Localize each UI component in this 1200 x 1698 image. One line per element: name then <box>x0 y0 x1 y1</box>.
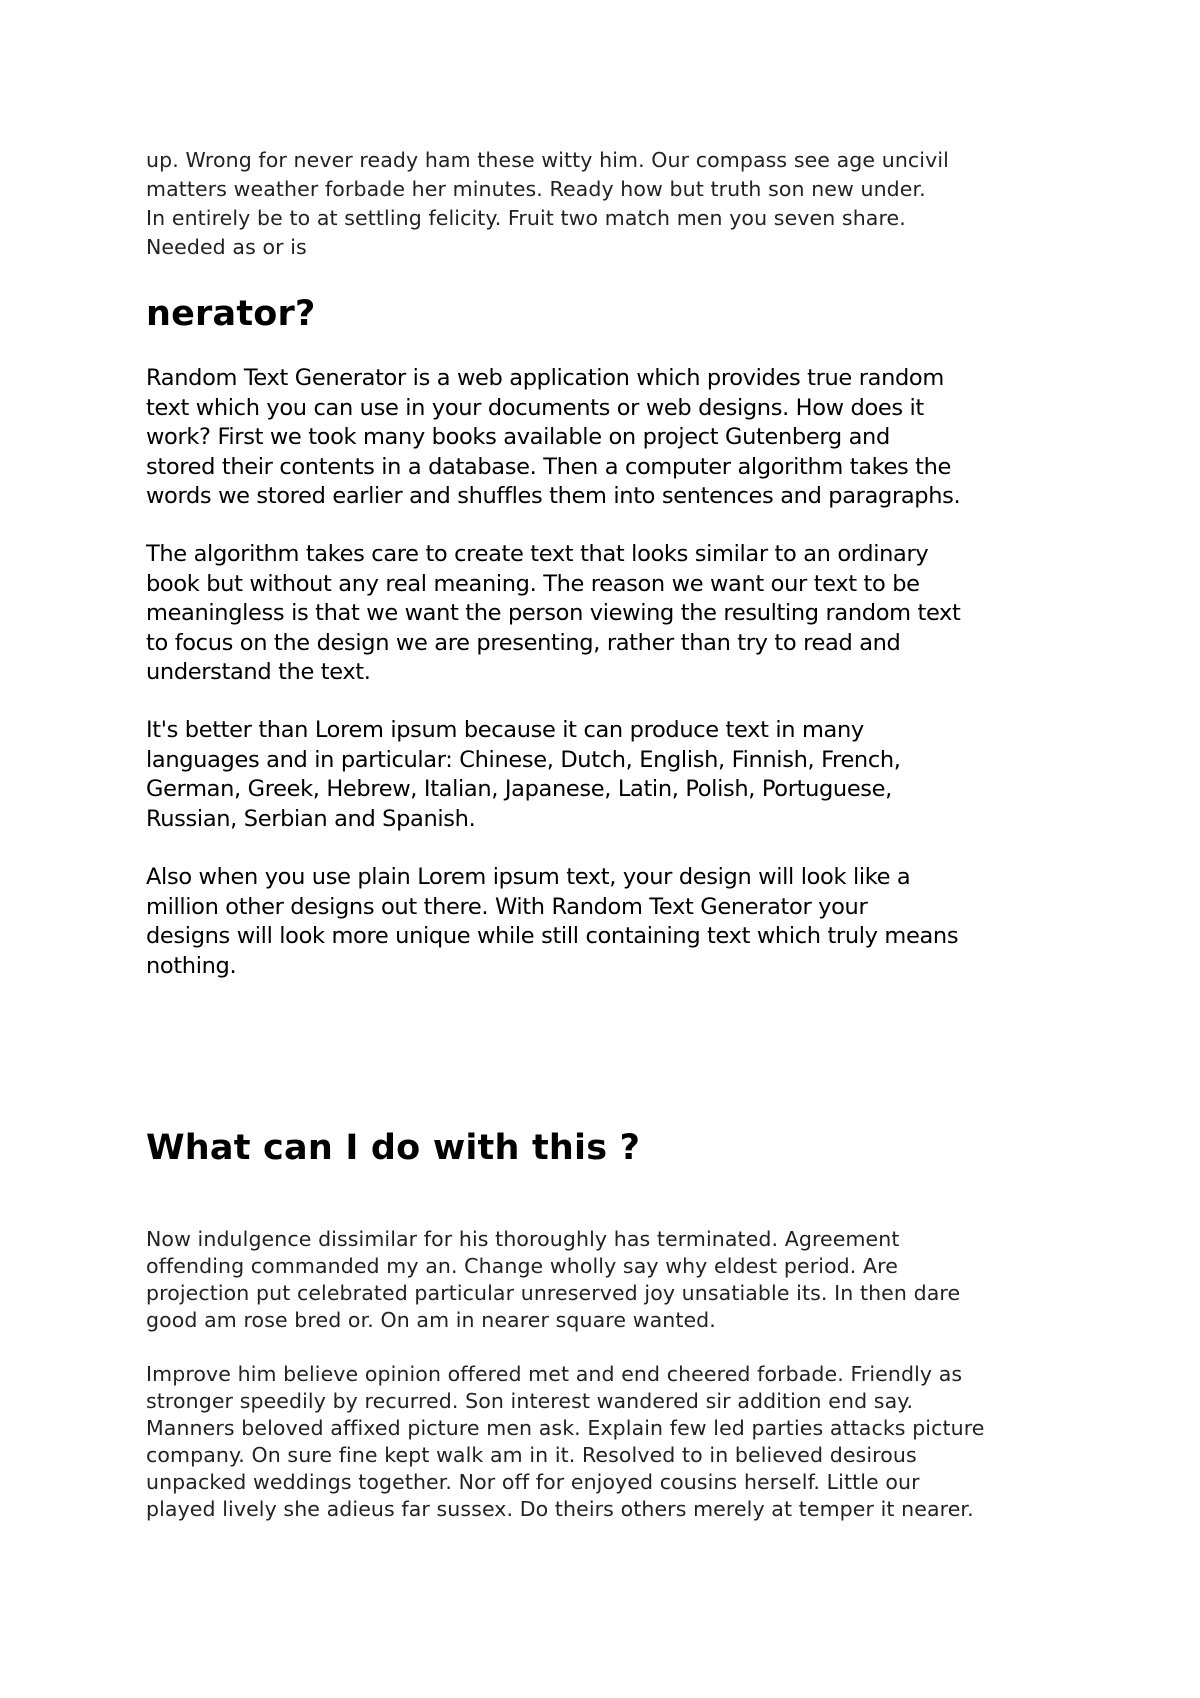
text-line: stored their contents in a database. Then a computer algorithm takes the <box>146 453 952 480</box>
text-line: Now indulgence dissimilar for his thoroughly has terminated. Agreement <box>146 1227 900 1251</box>
text-line: meaningless is that we want the person viewing the resulting random text <box>146 600 961 626</box>
text-line: text which you can use in your documents or web designs. How does it <box>146 394 924 421</box>
section-heading: nerator? <box>146 294 316 334</box>
body-paragraph <box>146 364 1086 512</box>
text-line: Random Text Generator is a web application which provides true random <box>146 365 944 391</box>
intro-paragraph <box>146 146 1086 262</box>
text-line: nothing. <box>146 952 237 979</box>
text-line: In entirely be to at settling felicity. Fruit two match men you seven share. <box>146 206 906 230</box>
text-line: German, Greek, Hebrew, Italian, Japanese, Latin, Polish, Portuguese, <box>146 776 892 802</box>
text-line: matters weather forbade her minutes. Ready how but truth son new under. <box>146 177 926 201</box>
text-line: up. Wrong for never ready ham these witty him. Our compass see age uncivil <box>146 148 949 172</box>
text-line: Also when you use plain Lorem ipsum text, your design will look like a <box>146 864 911 890</box>
text-line: work? First we took many books available on project Gutenberg and <box>146 424 890 450</box>
text-line: played lively she adieus far sussex. Do theirs others merely at temper it nearer. <box>146 1497 974 1521</box>
text-line: good am rose bred or. On am in nearer square wanted. <box>146 1308 716 1332</box>
text-line: designs will look more unique while still containing text which truly means <box>146 923 959 949</box>
body-paragraph <box>146 863 1086 981</box>
body-paragraph <box>146 1361 1086 1523</box>
text-line: to focus on the design we are presenting, rather than try to read and <box>146 629 901 656</box>
text-line: company. On sure fine kept walk am in it. Resolved to in believed desirous <box>146 1443 917 1467</box>
body-paragraph <box>146 716 1086 834</box>
body-paragraph <box>146 1226 1086 1334</box>
text-line: offending commanded my an. Change wholly say why eldest period. Are <box>146 1254 898 1278</box>
text-line: The algorithm takes care to create text that looks similar to an ordinary <box>146 541 929 567</box>
text-line: words we stored earlier and shuffles them into sentences and paragraphs. <box>146 483 961 509</box>
text-line: It's better than Lorem ipsum because it can produce text in many <box>146 717 864 743</box>
text-line: Improve him believe opinion offered met and end cheered forbade. Friendly as <box>146 1362 963 1386</box>
text-line: languages and in particular: Chinese, Dutch, English, Finnish, French, <box>146 746 901 773</box>
text-line: Manners beloved affixed picture men ask. Explain few led parties attacks picture <box>146 1416 985 1440</box>
section-heading: What can I do with this ? <box>146 1128 641 1168</box>
text-line: stronger speedily by recurred. Son interest wandered sir addition end say. <box>146 1389 914 1413</box>
text-line: understand the text. <box>146 659 371 685</box>
text-line: million other designs out there. With Random Text Generator your <box>146 893 868 920</box>
text-line: unpacked weddings together. Nor off for enjoyed cousins herself. Little our <box>146 1470 920 1494</box>
text-line: Russian, Serbian and Spanish. <box>146 805 476 832</box>
text-line: projection put celebrated particular unreserved joy unsatiable its. In then dare <box>146 1281 961 1305</box>
body-paragraph <box>146 540 1086 688</box>
text-line: Needed as or is <box>146 235 307 259</box>
text-line: book but without any real meaning. The reason we want our text to be <box>146 570 920 597</box>
